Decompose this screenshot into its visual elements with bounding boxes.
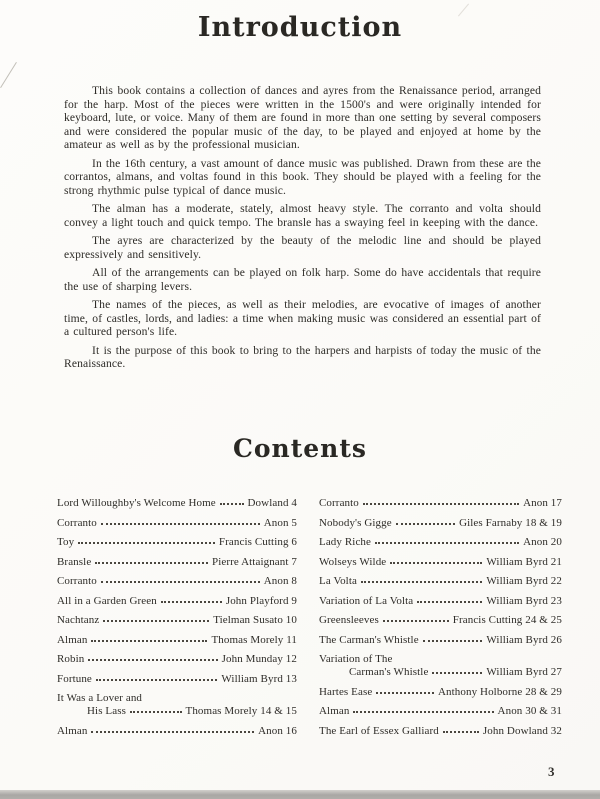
toc-entry [319, 614, 562, 627]
toc-entry-line [57, 692, 297, 705]
toc-entry-title: Alman [319, 705, 350, 717]
toc-entry-composer-page: Anthony Holborne 28 & 29 [437, 685, 562, 698]
toc-entry-composer-page: Anon 20 [523, 536, 562, 548]
toc-entry-line [57, 725, 297, 738]
toc-entry [57, 497, 297, 510]
toc-column-right [319, 497, 562, 744]
toc-entry-composer-page: Pierre Attaignant 7 [212, 555, 297, 568]
toc-entry [57, 634, 297, 647]
toc-dot-leader [101, 581, 260, 583]
toc-entry-line [57, 497, 297, 510]
toc-entry [57, 595, 297, 608]
toc-entry-line [319, 556, 562, 569]
toc-entry-composer-page: Anon 5 [263, 516, 297, 529]
toc-entry-composer-page: John Playford 9 [225, 594, 297, 607]
toc-entry-title: Variation of La Volta [319, 594, 414, 607]
toc-entry-line-continuation [319, 666, 562, 679]
toc-entry-line [57, 536, 297, 549]
toc-entry-composer-page: William Byrd 13 [221, 672, 297, 685]
toc-entry-title: All in a Garden Green [57, 594, 157, 607]
toc-entry-composer-page: William Byrd 23 [486, 594, 562, 607]
toc-entry [319, 686, 562, 699]
toc-entry [319, 536, 562, 549]
contents-heading: Contents [232, 434, 367, 463]
toc-entry [319, 705, 562, 718]
page-number: 3 [548, 764, 555, 779]
toc-entry-title: Corranto [57, 516, 97, 529]
toc-entry-composer-page: William Byrd 21 [486, 555, 562, 568]
toc-dot-leader [390, 562, 482, 564]
toc-dot-leader [101, 523, 260, 525]
toc-entry-composer-page: William Byrd 27 [486, 666, 562, 678]
toc-entry-composer-page: Francis Cutting 6 [218, 536, 297, 548]
toc-entry-title: La Volta [319, 575, 357, 587]
toc-entry-composer-page: Dowland 4 [247, 497, 297, 509]
toc-entry-title: Hartes Ease [319, 685, 373, 698]
intro-paragraph: The alman has a moderate, stately, almost heavy style. The corranto and volta should convey a light touch and quick tempo. The bransle has a swaying feel in keeping with the dance. [64, 202, 541, 229]
toc-entry [57, 536, 297, 549]
introduction-heading: Introduction [197, 12, 403, 43]
toc-entry-line [319, 725, 562, 738]
intro-paragraph: It is the purpose of this book to bring to the harpers and harpists of today the music of the Renaissance. [64, 343, 541, 370]
toc-entry [57, 575, 297, 588]
toc-dot-leader [95, 562, 208, 564]
intro-paragraph: The names of the pieces, as well as their melodies, are evocative of images of another time, of castles, lords, and ladies: a time when making music was considered an essential part of a cultured person's life. [64, 298, 541, 338]
intro-paragraph: The ayres are characterized by the beauty of the melodic line and should be played expressively and sensitively. [64, 234, 541, 261]
table-of-contents [57, 497, 562, 744]
toc-entry-title: It Was a Lover and [57, 692, 143, 704]
toc-entry [57, 556, 297, 569]
toc-dot-leader [220, 503, 244, 505]
toc-entry [57, 517, 297, 530]
toc-entry-composer-page: Anon 16 [258, 724, 297, 737]
toc-dot-leader [423, 640, 483, 642]
toc-entry-composer-page: Anon 17 [523, 497, 562, 509]
toc-dot-leader [432, 672, 482, 674]
toc-entry-line [319, 536, 562, 549]
toc-entry [319, 575, 562, 588]
toc-dot-leader [363, 503, 519, 505]
toc-entry-title: Bransle [57, 555, 92, 568]
toc-entry [319, 497, 562, 510]
toc-entry-composer-page: William Byrd 26 [486, 633, 562, 646]
toc-entry-title-continuation: His Lass [87, 705, 126, 717]
toc-dot-leader [103, 620, 209, 622]
toc-entry-line [319, 575, 562, 588]
toc-entry-title: Greensleeves [319, 614, 379, 626]
toc-entry-title: The Earl of Essex Galliard [319, 724, 439, 737]
toc-entry-line [57, 634, 297, 647]
toc-entry-title: Nachtanz [57, 614, 100, 626]
toc-entry-line [57, 517, 297, 530]
toc-entry-title: Robin [57, 653, 85, 665]
toc-entry-title: Variation of The [319, 653, 393, 665]
toc-dot-leader [91, 731, 254, 733]
toc-entry [57, 673, 297, 686]
toc-entry-line [57, 614, 297, 627]
intro-paragraph: All of the arrangements can be played on folk harp. Some do have accidentals that require the use of sharping levers. [64, 266, 541, 293]
toc-dot-leader [375, 542, 519, 544]
toc-entry-line [57, 673, 297, 686]
toc-dot-leader [396, 523, 455, 525]
toc-entry [319, 634, 562, 647]
toc-entry-title: Lord Willoughby's Welcome Home [57, 497, 216, 509]
toc-entry [57, 653, 297, 666]
toc-entry-composer-page: Thomas Morely 11 [211, 633, 297, 646]
toc-entry-line-continuation [57, 705, 297, 718]
toc-entry-line [57, 556, 297, 569]
toc-dot-leader [376, 692, 434, 694]
toc-entry-title-continuation: Carman's Whistle [349, 666, 429, 678]
toc-dot-leader [78, 542, 215, 544]
intro-paragraph: In the 16th century, a vast amount of dance music was published. Drawn from these are the corrantos, almans, and voltas found in this book. They should be played with a feeling for the strong rhythmic pulse typical of dance music. [64, 156, 541, 197]
toc-entry-composer-page: Tielman Susato 10 [213, 614, 297, 626]
toc-entry [319, 653, 562, 679]
toc-dot-leader [88, 659, 217, 661]
toc-entry-composer-page: John Munday 12 [221, 653, 297, 665]
toc-entry [319, 517, 562, 530]
toc-entry-line [319, 614, 562, 627]
toc-entry-title: Alman [57, 724, 88, 737]
toc-entry [319, 725, 562, 738]
intro-paragraph: This book contains a collection of dances and ayres from the Renaissance period, arranged for the harp. Most of the pieces were written in the 1500's and were originally intended for keyboard, lute, or voice. Many of them are found in more than one setting by several composers and were considered the popular music of the day, to be played and enjoyed at home by the amateur as well as by the professional musician. [64, 84, 541, 151]
scan-scratch-artifact [0, 62, 17, 88]
toc-entry [57, 725, 297, 738]
toc-entry-title: Nobody's Gigge [319, 516, 392, 529]
toc-dot-leader [361, 581, 482, 583]
toc-entry [319, 556, 562, 569]
toc-entry-line [319, 653, 562, 666]
toc-entry-composer-page: Anon 30 & 31 [497, 705, 562, 717]
toc-dot-leader [443, 731, 479, 733]
toc-dot-leader [130, 711, 182, 713]
toc-entry-composer-page: Francis Cutting 24 & 25 [452, 614, 562, 626]
toc-entry [57, 692, 297, 718]
toc-entry-composer-page: Giles Farnaby 18 & 19 [459, 516, 562, 529]
page-bottom-scan-shadow [0, 790, 600, 799]
toc-entry-composer-page: John Dowland 32 [482, 724, 562, 737]
toc-entry-composer-page: Thomas Morely 14 & 15 [185, 705, 297, 717]
toc-entry-line [319, 517, 562, 530]
toc-dot-leader [417, 601, 482, 603]
toc-entry-composer-page: William Byrd 22 [486, 575, 562, 587]
toc-entry [319, 595, 562, 608]
toc-entry-title: The Carman's Whistle [319, 633, 419, 646]
toc-dot-leader [383, 620, 449, 622]
toc-entry-title: Lady Riche [319, 536, 372, 548]
toc-entry-title: Alman [57, 633, 88, 646]
introduction-body [64, 84, 541, 376]
toc-dot-leader [161, 601, 222, 603]
toc-dot-leader [353, 711, 493, 713]
toc-entry-title: Corranto [319, 497, 359, 509]
toc-entry-line [57, 595, 297, 608]
toc-entry-line [319, 497, 562, 510]
toc-entry-title: Corranto [57, 575, 97, 587]
toc-entry-line [319, 634, 562, 647]
toc-entry-line [57, 653, 297, 666]
toc-column-left [57, 497, 297, 744]
toc-entry-line [319, 686, 562, 699]
toc-dot-leader [96, 679, 217, 681]
toc-entry-composer-page: Anon 8 [263, 575, 297, 587]
toc-entry [57, 614, 297, 627]
toc-entry-line [319, 705, 562, 718]
toc-entry-title: Wolseys Wilde [319, 555, 387, 568]
toc-dot-leader [91, 640, 207, 642]
toc-entry-title: Toy [57, 536, 75, 548]
toc-entry-title: Fortune [57, 672, 92, 685]
toc-entry-line [319, 595, 562, 608]
toc-entry-line [57, 575, 297, 588]
